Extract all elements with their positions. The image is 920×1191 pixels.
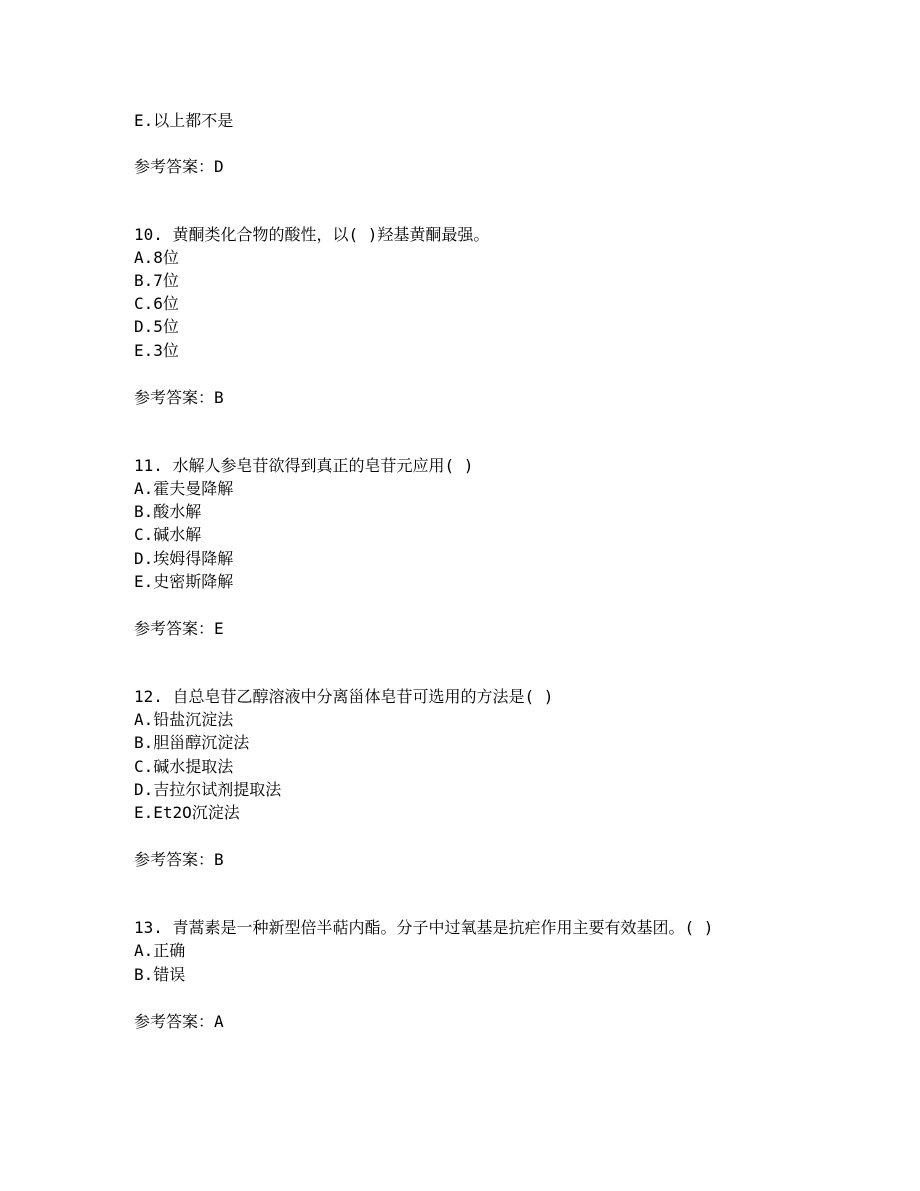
question-12-option-e: E.Et2O沉淀法 xyxy=(134,803,240,822)
question-13-option-b: B.错误 xyxy=(134,965,186,984)
question-12-option-a: A.铅盐沉淀法 xyxy=(134,710,234,729)
question-10-option-c: C.6位 xyxy=(134,294,179,313)
option-prev-e: E.以上都不是 xyxy=(134,111,234,130)
question-13-stem: 13. 青蒿素是一种新型倍半萜内酯。分子中过氧基是抗疟作用主要有效基团。( ) xyxy=(134,918,714,937)
question-11-option-b: B.酸水解 xyxy=(134,502,202,521)
question-10-option-e: E.3位 xyxy=(134,341,179,360)
question-11-option-a: A.霍夫曼降解 xyxy=(134,479,234,498)
question-11-option-e: E.史密斯降解 xyxy=(134,572,234,591)
question-10-option-a: A.8位 xyxy=(134,248,179,267)
question-10-option-d: D.5位 xyxy=(134,317,179,336)
question-11-option-d: D.埃姆得降解 xyxy=(134,549,234,568)
question-12-option-b: B.胆甾醇沉淀法 xyxy=(134,733,250,752)
question-10-option-b: B.7位 xyxy=(134,271,179,290)
answer-prev: 参考答案：D xyxy=(134,157,224,176)
question-10-stem: 10. 黄酮类化合物的酸性，以( )羟基黄酮最强。 xyxy=(134,225,490,244)
question-10-answer: 参考答案：B xyxy=(134,388,224,407)
question-13-option-a: A.正确 xyxy=(134,941,186,960)
question-11-stem: 11. 水解人参皂苷欲得到真正的皂苷元应用( ) xyxy=(134,456,474,475)
question-11-answer: 参考答案：E xyxy=(134,619,224,638)
question-11-option-c: C.碱水解 xyxy=(134,525,202,544)
question-12-stem: 12. 自总皂苷乙醇溶液中分离甾体皂苷可选用的方法是( ) xyxy=(134,687,554,706)
question-12-answer: 参考答案：B xyxy=(134,850,224,869)
question-13-answer: 参考答案：A xyxy=(134,1012,224,1031)
question-12-option-c: C.碱水提取法 xyxy=(134,757,234,776)
question-12-option-d: D.吉拉尔试剂提取法 xyxy=(134,780,282,799)
